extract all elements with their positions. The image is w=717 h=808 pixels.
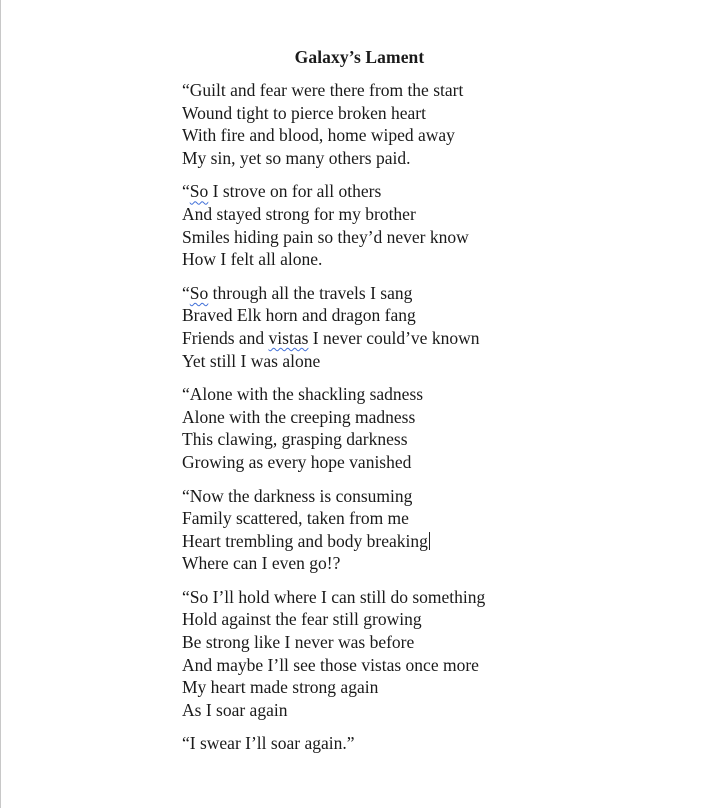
poem-line: My sin, yet so many others paid.: [182, 147, 411, 168]
poem-line: And stayed strong for my brother: [182, 203, 416, 224]
poem-line: “Now the darkness is consuming: [182, 485, 413, 506]
stanza: [182, 282, 642, 372]
poem-line: Friends and vistas I never could’ve known: [182, 327, 480, 348]
stanza: [182, 180, 642, 270]
poem-line: Smiles hiding pain so they’d never know: [182, 226, 469, 247]
poem-line: Growing as every hope vanished: [182, 451, 412, 472]
stanza: [182, 732, 642, 755]
spellcheck-flagged-word[interactable]: So: [189, 282, 209, 303]
poem-line: Heart trembling and body breaking: [182, 530, 428, 551]
stanza: [182, 79, 642, 169]
poem-line: “Guilt and fear were there from the start: [182, 80, 464, 100]
poem-line: Braved Elk horn and dragon fang: [182, 305, 416, 326]
poem-line: Wound tight to pierce broken heart: [182, 102, 427, 123]
spellcheck-flagged-word[interactable]: So: [189, 181, 209, 202]
poem-title: Galaxy’s Lament: [294, 47, 425, 67]
poem-line: And maybe I’ll see those vistas once more: [182, 654, 479, 675]
poem-line: Family scattered, taken from me: [182, 508, 409, 529]
poem-line: “I swear I’ll soar again.”: [182, 733, 355, 754]
poem-line: Alone with the creeping madness: [182, 406, 416, 427]
poem-body[interactable]: [182, 79, 642, 766]
stanza: [182, 586, 642, 722]
poem-line: My heart made strong again: [182, 677, 379, 698]
poem-line: With fire and blood, home wiped away: [182, 125, 455, 146]
poem-line: Yet still I was alone: [182, 350, 321, 371]
poem-line: “So I’ll hold where I can still do something: [182, 586, 486, 607]
poem-line: “Alone with the shackling sadness: [182, 384, 424, 405]
text-cursor: [429, 532, 430, 550]
poem-line: Be strong like I never was before: [182, 632, 415, 653]
poem-line: “So I strove on for all others: [182, 181, 382, 202]
poem-line: Where can I even go!?: [182, 553, 341, 574]
spellcheck-flagged-word[interactable]: vistas: [268, 327, 309, 348]
poem-line: As I soar again: [182, 699, 288, 720]
stanza: [182, 383, 642, 473]
poem-line: How I felt all alone.: [182, 249, 323, 270]
poem-line: “So through all the travels I sang: [182, 282, 413, 303]
stanza: [182, 485, 642, 575]
poem-line: Hold against the fear still growing: [182, 609, 422, 630]
poem-line: This clawing, grasping darkness: [182, 429, 408, 450]
